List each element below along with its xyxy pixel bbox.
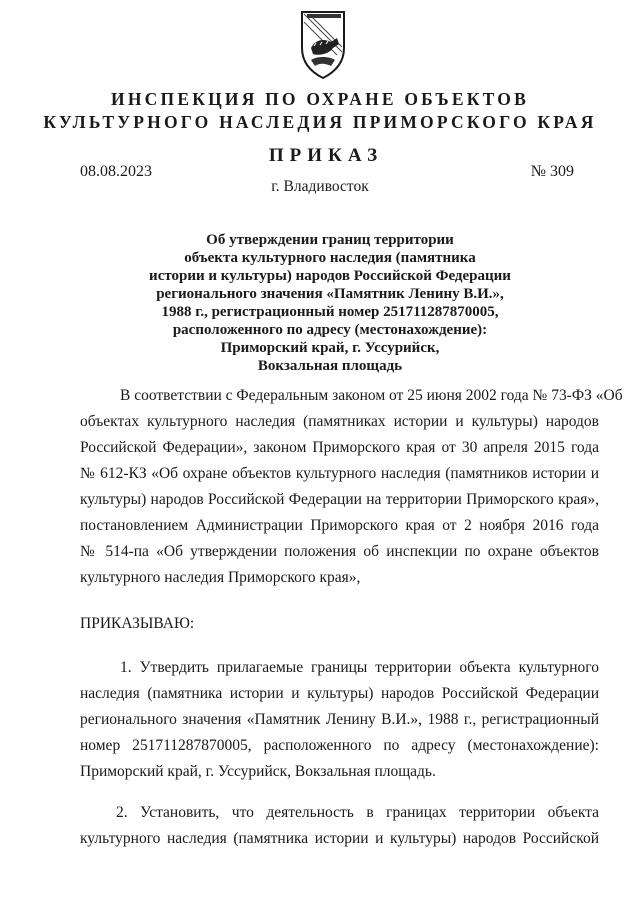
preamble-line: объектах культурного наследия (памятниках истории и культуры) народов	[80, 413, 599, 430]
document-date: 08.08.2023	[80, 163, 152, 180]
preamble-line: постановлением Администрации Приморского края от 2 ноября 2016 года	[80, 517, 599, 534]
order-word: ПРИКАЗЫВАЮ:	[80, 615, 195, 632]
order-item-2	[80, 800, 599, 852]
document-type: ПРИКАЗ	[268, 145, 384, 166]
organization-name-line1: ИНСПЕКЦИЯ ПО ОХРАНЕ ОБЪЕКТОВ	[111, 89, 529, 109]
subject-line: регионального значения «Памятник Ленину В.И.»,	[156, 286, 504, 302]
preamble-line: В соответствии с Федеральным законом от 25 июня 2002 года № 73-ФЗ «Об	[120, 387, 623, 404]
coat-of-arms-icon	[297, 8, 349, 80]
subject-line: Об утверждении границ территории	[206, 232, 454, 248]
preamble-paragraph	[80, 383, 623, 591]
subject-line: объекта культурного наследия (памятника	[184, 250, 476, 266]
item-line: номер 251711287870005, расположенного по адресу (местонахождение):	[80, 737, 599, 754]
document-city: г. Владивосток	[271, 178, 369, 195]
preamble-line: Российской Федерации», законом Приморского края от 30 апреля 2015 года	[80, 439, 599, 456]
order-item-1	[80, 655, 599, 785]
item-line: культурного наследия (памятника истории и культуры) народов Российской	[80, 830, 599, 847]
subject-line: Вокзальная площадь	[257, 358, 403, 374]
item-line: 2. Установить, что деятельность в границах территории объекта	[116, 804, 599, 821]
organization-name-line2: КУЛЬТУРНОГО НАСЛЕДИЯ ПРИМОРСКОГО КРАЯ	[43, 112, 597, 132]
preamble-line: культурного наследия Приморского края»,	[80, 569, 361, 586]
item-line: 1. Утвердить прилагаемые границы территории объекта культурного	[120, 659, 599, 676]
preamble-line: № 514-па «Об утверждении положения об инспекции по охране объектов	[80, 543, 599, 560]
document-subject	[120, 231, 540, 375]
item-line: регионального значения «Памятник Ленину В.И.», 1988 г., регистрационный	[80, 711, 599, 728]
subject-line: 1988 г., регистрационный номер 251711287870005,	[161, 304, 499, 320]
subject-line: расположенного по адресу (местонахождение):	[172, 322, 488, 338]
preamble-line: культуры) народов Российской Федерации на территории Приморского края»,	[80, 491, 599, 508]
item-line: наследия (памятника истории и культуры) народов Российской Федерации	[80, 685, 599, 702]
document-number: № 309	[530, 163, 574, 180]
subject-line: Приморский край, г. Уссурийск,	[220, 340, 440, 356]
subject-line: истории и культуры) народов Российской Федерации	[149, 268, 511, 284]
item-line: Приморский край, г. Уссурийск, Вокзальная площадь.	[80, 763, 436, 780]
preamble-line: № 612-КЗ «Об охране объектов культурного наследия (памятников истории и	[80, 465, 599, 482]
